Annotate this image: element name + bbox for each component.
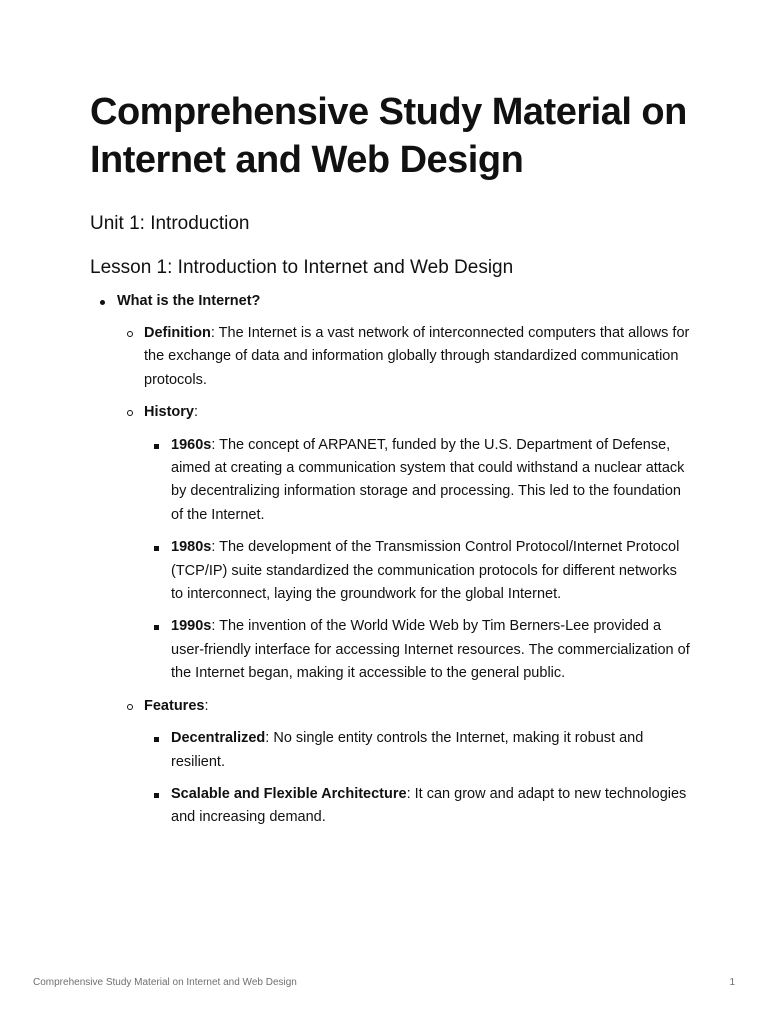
feature-scalable (144, 783, 690, 830)
definition-label: Definition (144, 325, 211, 341)
history-entry-text: : The development of the Transmission Control Protocol/Internet Protocol (TCP/IP) suite standardized the communication protocols for different networks to interconnect, laying the groundwork for the global Internet. (171, 539, 680, 603)
history-entry-1990s (144, 615, 690, 685)
definition-item (117, 322, 690, 392)
page-number: 1 (729, 977, 735, 988)
feature-label: Decentralized (171, 730, 266, 747)
page-footer (33, 976, 735, 990)
history-suffix: : (193, 404, 198, 421)
history-entry-text: : The invention of the World Wide Web by Tim Berners-Lee provided a user-friendly interface for accessing Internet resources. The commercialization of the Internet began, making it accessible to the general public. (171, 618, 690, 682)
features-suffix: : (204, 697, 209, 714)
features-list (144, 727, 690, 830)
document-title: Comprehensive Study Material on Internet and Web Design (90, 91, 687, 181)
feature-text: : No single entity controls the Internet, making it robust and resilient. (171, 730, 644, 770)
subtopic-list (117, 322, 690, 830)
history-entry-label: 1990s (171, 618, 212, 635)
history-entry-1980s (144, 536, 690, 606)
definition-text: : The Internet is a vast network of interconnected computers that allows for the exchange of data and information globally through standardized communication protocols. (144, 325, 690, 388)
footer-document-title: Comprehensive Study Material on Internet and Web Design (33, 977, 297, 988)
feature-text: : It can grow and adapt to new technologies and increasing demand. (171, 785, 687, 826)
unit-heading: Unit 1: Introduction (90, 213, 250, 234)
topic-title: What is the Internet? (117, 293, 261, 309)
history-item (117, 401, 690, 685)
topic-list (90, 290, 690, 830)
features-label: Features (144, 697, 205, 714)
history-label: History (144, 404, 194, 421)
topic-item (90, 290, 690, 830)
history-entry-text: : The concept of ARPANET, funded by the U.S. Department of Defense, aimed at creating a communication system that could withstand a nuclear attack by decentralizing information storage and processing. This led to the foundation of the Internet. (171, 436, 685, 523)
lesson-heading: Lesson 1: Introduction to Internet and Web Design (90, 257, 514, 278)
document-page (90, 88, 690, 839)
history-list (144, 434, 690, 686)
history-entry-1960s (144, 434, 690, 528)
feature-label: Scalable and Flexible Architecture (171, 785, 407, 802)
features-item (117, 695, 690, 830)
history-entry-label: 1960s (171, 436, 212, 453)
history-entry-label: 1980s (171, 539, 212, 556)
feature-decentralized (144, 727, 690, 774)
